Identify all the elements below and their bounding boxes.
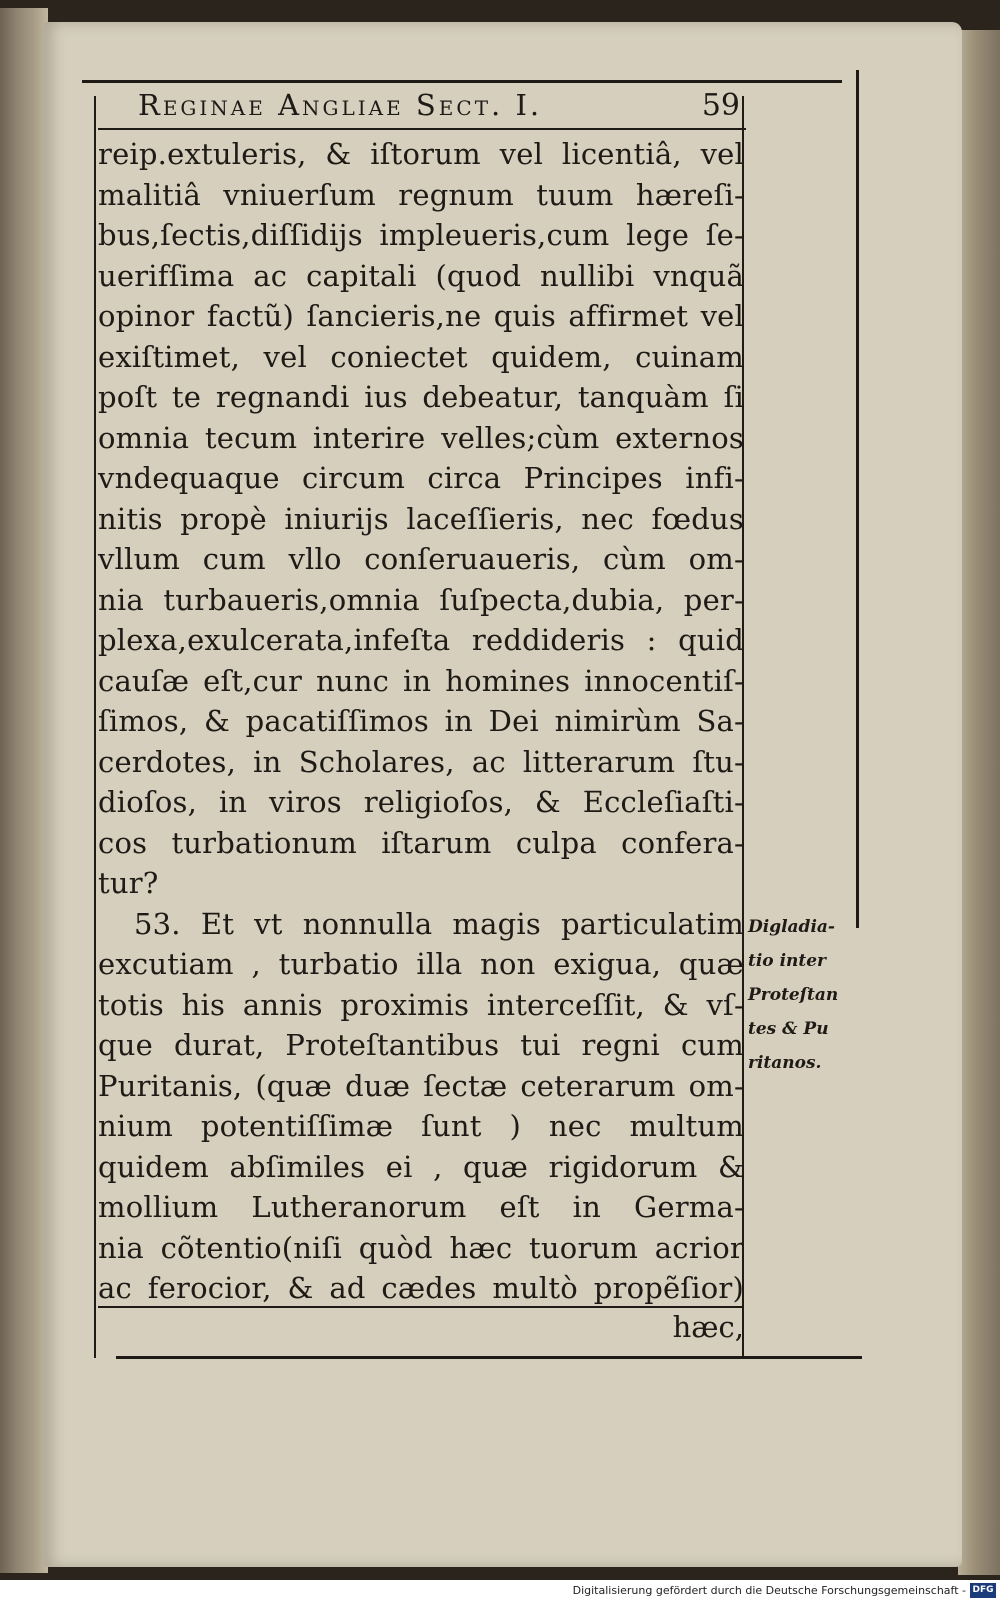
running-head	[120, 86, 740, 130]
left-frame-rule	[94, 96, 96, 1358]
text-line: quidem abſimiles ei , quæ rigidorum &	[98, 1149, 744, 1184]
paragraph-53-first-line: 53. Et vt nonnulla magis particulatim	[134, 906, 744, 941]
marginal-note-line: tio inter	[748, 951, 827, 971]
text-line: nitis propè iniurijs laceſſieris, nec fœdus	[98, 501, 744, 536]
marginal-note-line: Proteſtan	[748, 985, 839, 1005]
text-line: opinor factũ) ſancieris,ne quis affirmet vel	[98, 299, 744, 333]
bottom-frame-rule	[116, 1356, 862, 1359]
text-line: vllum cum vllo conſeruaueris, cùm om-	[98, 542, 744, 576]
catchword: hæc,	[672, 1310, 744, 1344]
funding-credit: Digitalisierung gefördert durch die Deutsche Forschungsgemeinschaft -	[572, 1584, 966, 1597]
marginal-note-line: tes & Pu	[748, 1019, 829, 1039]
text-line: dioſos, in viros religioſos, & Eccleſiaſti-	[98, 785, 744, 819]
text-line: cauſæ eſt,cur nunc in homines innocentiſ-	[98, 663, 744, 698]
page-number: 59	[701, 88, 740, 123]
text-line: reip.extuleris, & iſtorum vel licentiâ, vel	[98, 137, 744, 171]
text-line: tur?	[98, 866, 159, 900]
text-line: ſimos, & pacatiſſimos in Dei nimirùm Sa-	[98, 704, 744, 738]
top-frame-rule	[82, 80, 842, 83]
text-line: Puritanis, (quæ duæ ſectæ ceterarum om-	[98, 1068, 744, 1103]
text-line: cos turbationum iſtarum culpa confera-	[98, 825, 744, 860]
footer-bar	[0, 1580, 1000, 1605]
book-spine-edge	[0, 8, 48, 1573]
text-line: poſt te regnandi ius debeatur, tanquàm ſi	[98, 380, 744, 414]
text-line: cerdotes, in Scholares, ac litterarum ſtu-	[98, 744, 744, 779]
text-line: bus,ſectis,diſſidijs impleueris,cum lege ſe-	[98, 218, 744, 252]
dfg-logo: DFG	[970, 1583, 996, 1598]
text-line: exiſtimet, vel coniectet quidem, cuinam	[98, 339, 744, 374]
marginal-note-line: Digladia-	[748, 917, 835, 937]
text-line: omnia tecum interire velles;cùm externos	[98, 420, 744, 455]
text-line: malitiâ vniuerſum regnum tuum hæreſi-	[98, 177, 744, 212]
text-line: uerifſima ac capitali (quod nullibi vnquã	[98, 258, 744, 293]
running-title: Reginae Angliae Sect. I.	[138, 88, 543, 122]
marginal-note	[748, 910, 858, 1080]
text-line: nia cõtentio(niſi quòd hæc tuorum acrior	[98, 1230, 744, 1265]
main-text-block	[98, 134, 744, 1309]
marginal-note-line: ritanos.	[748, 1053, 822, 1073]
text-line: vndequaque circum circa Principes infi-	[98, 461, 744, 495]
text-line: mollium Lutheranorum eſt in Germa-	[98, 1190, 744, 1224]
text-line: ac ferocior, & ad cædes multò propẽſior)	[98, 1271, 744, 1305]
outer-right-rule	[856, 70, 859, 928]
text-line: totis his annis proximis interceſſit, & vſ-	[98, 987, 744, 1022]
text-line: excutiam , turbatio illa non exigua, quæ	[98, 947, 744, 981]
text-line: que durat, Proteſtantibus tui regni cum	[98, 1028, 744, 1062]
text-line: nia turbaueris,omnia ſuſpecta,dubia, per-	[98, 582, 744, 617]
text-line: nium potentiſſimæ ſunt ) nec multum	[98, 1109, 744, 1143]
text-line: plexa,exulcerata,infeſta reddideris : quid	[98, 623, 744, 657]
book-page-edges	[958, 30, 1000, 1575]
